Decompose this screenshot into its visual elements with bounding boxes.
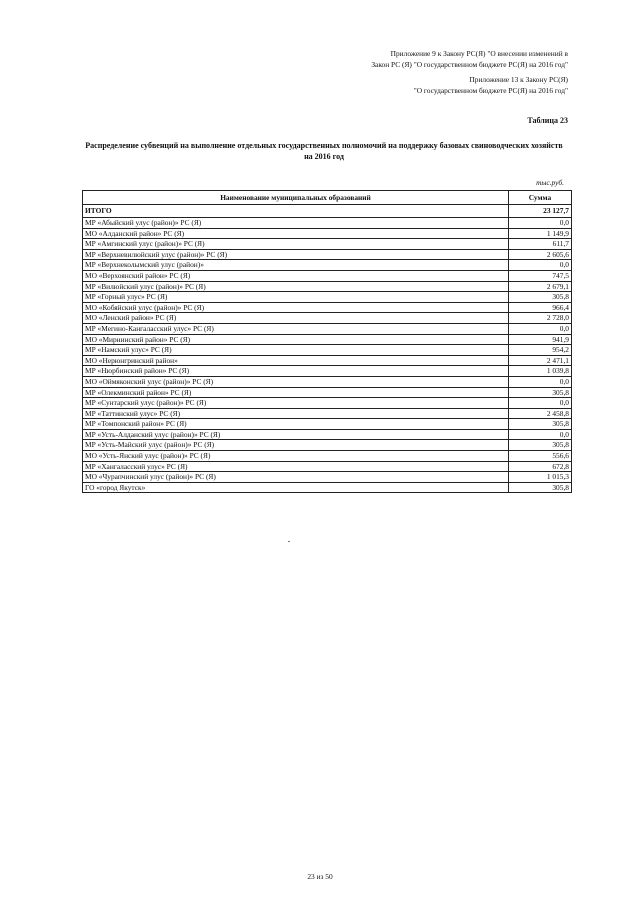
subsidy-amount: 941,9 [509, 334, 572, 345]
header-line: Закон РС (Я) "О государственном бюджете РС(Я) на 2016 год" [371, 60, 568, 69]
subsidy-amount: 2 458,8 [509, 408, 572, 419]
municipality-name: МР «Хангаласский улус» РС (Я) [83, 461, 509, 472]
municipality-name: МР «Сунтарский улус (район)» РС (Я) [83, 398, 509, 409]
subsidy-amount: 305,8 [509, 419, 572, 430]
table-row [83, 228, 572, 239]
table-row [83, 313, 572, 324]
municipality-name: МО «Ленский район» РС (Я) [83, 313, 509, 324]
header-line: Приложение 9 к Закону РС(Я) "О внесении изменений в [390, 49, 568, 58]
municipality-name: МО «Алданский район» РС (Я) [83, 228, 509, 239]
subsidy-amount: 2 728,0 [509, 313, 572, 324]
table-row [83, 429, 572, 440]
table-row [83, 440, 572, 451]
subsidy-amount: 1 149,9 [509, 228, 572, 239]
municipality-name: ГО «город Якутск» [83, 482, 509, 493]
table-row [83, 366, 572, 377]
table-number: Таблица 23 [527, 116, 568, 125]
subsidy-amount: 1 015,3 [509, 472, 572, 483]
municipality-name: МР «Абыйский улус (район)» РС (Я) [83, 218, 509, 229]
subsidy-amount: 747,5 [509, 270, 572, 281]
subsidy-amount: 611,7 [509, 239, 572, 250]
header-line: "О государственном бюджете РС(Я) на 2016 год" [413, 86, 568, 95]
header-line: Приложение 13 к Закону РС(Я) [469, 75, 568, 84]
subsidy-amount: 2 471,1 [509, 355, 572, 366]
table-header-row [83, 191, 572, 205]
table-row [83, 292, 572, 303]
subsidy-amount: 672,8 [509, 461, 572, 472]
scan-speck [288, 541, 290, 542]
municipality-name: МР «Амгинский улус (район)» РС (Я) [83, 239, 509, 250]
municipality-name: МО «Оймяконский улус (район)» РС (Я) [83, 376, 509, 387]
municipality-name: МР «Верхневилюйский улус (район)» РС (Я) [83, 249, 509, 260]
units-label: тыс.руб. [536, 178, 564, 187]
total-value: 23 127,7 [509, 205, 572, 218]
municipality-name: МО «Чурапчинский улус (район)» РС (Я) [83, 472, 509, 483]
table-row [83, 239, 572, 250]
municipality-name: МО «Верхоянский район» РС (Я) [83, 270, 509, 281]
subsidy-amount: 2 679,1 [509, 281, 572, 292]
table-row [83, 260, 572, 271]
subsidy-amount: 556,6 [509, 451, 572, 462]
table-row [83, 249, 572, 260]
municipality-name: МО «Усть-Янский улус (район)» РС (Я) [83, 451, 509, 462]
table-row [83, 482, 572, 493]
subsidy-amount: 1 039,8 [509, 366, 572, 377]
total-row [83, 205, 572, 218]
table-row [83, 270, 572, 281]
municipality-name: МР «Томпонский район» РС (Я) [83, 419, 509, 430]
subsidy-amount: 0,0 [509, 323, 572, 334]
subsidy-amount: 2 605,6 [509, 249, 572, 260]
column-header-name: Наименование муниципальных образований [83, 191, 509, 205]
subsidy-amount: 0,0 [509, 260, 572, 271]
page-number: 23 из 50 [307, 872, 333, 881]
table-row [83, 387, 572, 398]
subsidy-amount: 954,2 [509, 345, 572, 356]
subsidy-amount: 0,0 [509, 376, 572, 387]
table-row [83, 218, 572, 229]
subsidy-amount: 966,4 [509, 302, 572, 313]
appendix-header-amendment [371, 48, 568, 70]
total-label: ИТОГО [83, 205, 509, 218]
column-header-sum: Сумма [509, 191, 572, 205]
municipality-name: МР «Намский улус» РС (Я) [83, 345, 509, 356]
municipality-name: МР «Таттинский улус» РС (Я) [83, 408, 509, 419]
table-row [83, 302, 572, 313]
table-row [83, 376, 572, 387]
municipality-name: МР «Нюрбинский район» РС (Я) [83, 366, 509, 377]
municipality-name: МР «Горный улус» РС (Я) [83, 292, 509, 303]
document-title: Распределение субвенций на выполнение отдельных государственных полномочий на поддержку базовых свиноводческих хозяйств на 2016 год [85, 141, 563, 161]
subsidy-amount: 0,0 [509, 218, 572, 229]
table-row [83, 281, 572, 292]
municipality-name: МР «Усть-Алданский улус (район)» РС (Я) [83, 429, 509, 440]
subsidy-amount: 305,8 [509, 387, 572, 398]
appendix-header-original [414, 74, 568, 96]
subsidy-table [82, 190, 572, 493]
table-row [83, 398, 572, 409]
subsidy-amount: 305,8 [509, 440, 572, 451]
municipality-name: МО «Нерюнгринский район» [83, 355, 509, 366]
municipality-name: МР «Мегино-Кангаласский улус» РС (Я) [83, 323, 509, 334]
subsidy-amount: 0,0 [509, 398, 572, 409]
municipality-name: МР «Олекминский район» РС (Я) [83, 387, 509, 398]
municipality-name: МР «Верхнеколымский улус (район)» [83, 260, 509, 271]
table-row [83, 323, 572, 334]
table-row [83, 461, 572, 472]
table-row [83, 334, 572, 345]
table-row [83, 451, 572, 462]
table-row [83, 419, 572, 430]
table-row [83, 472, 572, 483]
table-row [83, 355, 572, 366]
subsidy-amount: 0,0 [509, 429, 572, 440]
subsidy-amount: 305,8 [509, 292, 572, 303]
subsidy-amount: 305,8 [509, 482, 572, 493]
municipality-name: МО «Кобяйский улус (район)» РС (Я) [83, 302, 509, 313]
table-row [83, 408, 572, 419]
municipality-name: МО «Мирнинский район» РС (Я) [83, 334, 509, 345]
table-row [83, 345, 572, 356]
municipality-name: МР «Вилюйский улус (район)» РС (Я) [83, 281, 509, 292]
municipality-name: МР «Усть-Майский улус (район)» РС (Я) [83, 440, 509, 451]
